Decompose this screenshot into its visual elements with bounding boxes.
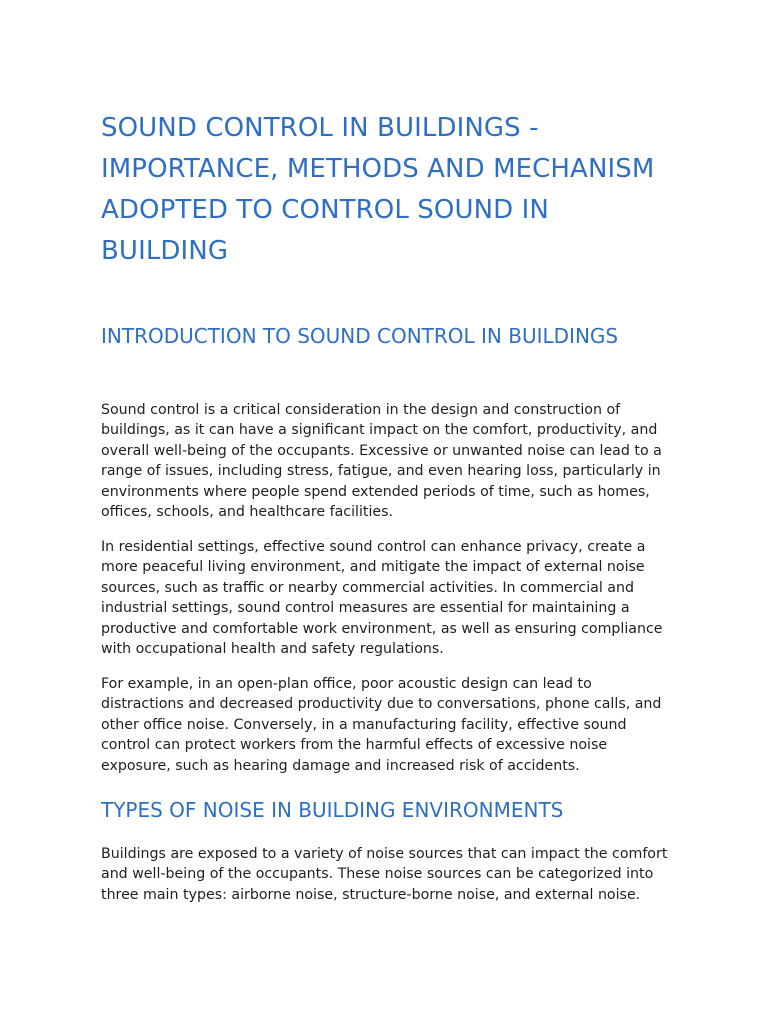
intro-paragraph-1: Sound control is a critical consideration in the design and construction of buildings, as it can have a significant impact on the comfort, productivity, and overall well-being of the occupants. Excessive or unwanted noise can lead to a range of issues, including stress, fatigue, and even hearing loss, particularly in environments where people spend extended periods of time, such as homes, offices, schools, and healthcare facilities. [101, 402, 662, 521]
intro-paragraph-3: For example, in an open-plan office, poor acoustic design can lead to distractions and decreased productivity due to conversations, phone calls, and other office noise. Conversely, in a manufacturing facility, effective sound control can protect workers from the harmful effects of excessive noise exposure, such as hearing damage and increased risk of accidents. [101, 676, 662, 774]
section-heading-noise-types: TYPES OF NOISE IN BUILDING ENVIRONMENTS [101, 798, 564, 822]
document-title: SOUND CONTROL IN BUILDINGS - IMPORTANCE, METHODS AND MECHANISM ADOPTED TO CONTROL SOUND IN BUILDING [101, 113, 655, 266]
intro-paragraph-2: In residential settings, effective sound control can enhance privacy, create a more peaceful living environment, and mitigate the impact of external noise sources, such as traffic or nearby commercial activities. In commercial and industrial settings, sound control measures are essential for maintaining a productive and comfortable work environment, as well as ensuring compliance with occupational health and safety regulations. [101, 539, 663, 658]
section-heading-introduction: INTRODUCTION TO SOUND CONTROL IN BUILDINGS [101, 324, 619, 348]
noise-types-paragraph-1: Buildings are exposed to a variety of noise sources that can impact the comfort and well-being of the occupants. These noise sources can be categorized into three main types: airborne noise, structure-borne noise, and external noise. [101, 846, 668, 903]
